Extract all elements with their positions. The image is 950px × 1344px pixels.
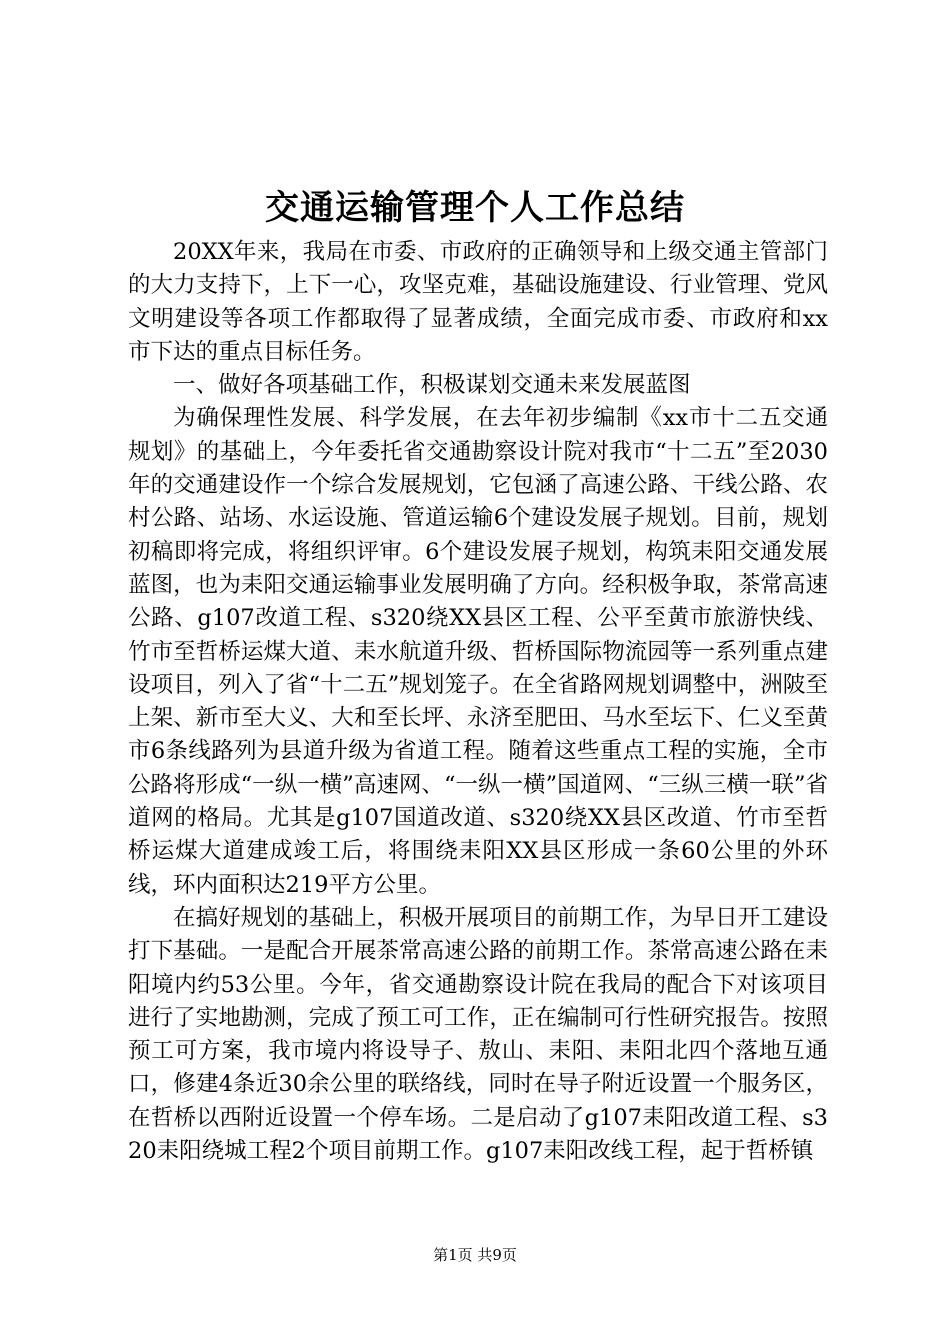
paragraph-planning: 为确保理性发展、科学发展，在去年初步编制《xx市十二五交通规划》的基础上，今年委托省交通勘察设计院对我市“十二五”至2030年的交通建设作一个综合发展规划，它包涵了高速公路、干线公路、农村公路、站场、水运设施、管道运输6个建设发展子规划。目前，规划初稿即将完成，将组织评审。6个建设发展子规划，构筑耒阳交通发展蓝图，也为耒阳交通运输事业发展明确了方向。经积极争取，茶常高速公路、g107改道工程、s320绕XX县区工程、公平至黄市旅游快线、竹市至哲桥运煤大道、耒水航道升级、哲桥国际物流园等一系列重点建设项目，列入了省“十二五”规划笼子。在全省路网规划调整中，洲陂至上架、新市至大义、大和至长坪、永济至肥田、马水至坛下、仁义至黄市6条线路列为县道升级为省道工程。随着这些重点工程的实施，全市公路将形成“一纵一横”高速网、“一纵一横”国道网、“三纵三横一联”省道网的格局。尤其是g107国道改道、s320绕XX县区改道、竹市至哲桥运煤大道建成竣工后，将围绕耒阳XX县区形成一条60公里的外环线，环内面积达219平方公里。 — [128, 405, 828, 898]
document-body — [128, 236, 828, 1168]
document-title: 交通运输管理个人工作总结 — [265, 188, 685, 228]
page-footer: 第1页 共9页 — [433, 1246, 517, 1264]
paragraph-preliminary-work: 在搞好规划的基础上，积极开展项目的前期工作，为早日开工建设打下基础。一是配合开展茶常高速公路的前期工作。茶常高速公路在耒阳境内约53公里。今年，省交通勘察设计院在我局的配合下对该项目进行了实地勘测，完成了预工可工作，正在编制可行性研究报告。按照预工可方案，我市境内将设导子、敖山、耒阳、耒阳北四个落地互通口，修建4条近30余公里的联络线，同时在导子附近设置一个服务区，在哲桥以西附近设置一个停车场。二是启动了g107耒阳改道工程、s320耒阳绕城工程2个项目前期工作。g107耒阳改线工程，起于哲桥镇 — [128, 904, 828, 1165]
paragraph-intro: 20XX年来，我局在市委、市政府的正确领导和上级交通主管部门的大力支持下，上下一心，攻坚克难，基础设施建设、行业管理、党风文明建设等各项工作都取得了显著成绩，全面完成市委、市政府和xx市下达的重点目标任务。 — [128, 239, 828, 365]
section-heading-1: 一、做好各项基础工作，积极谋划交通未来发展蓝图 — [173, 372, 691, 399]
